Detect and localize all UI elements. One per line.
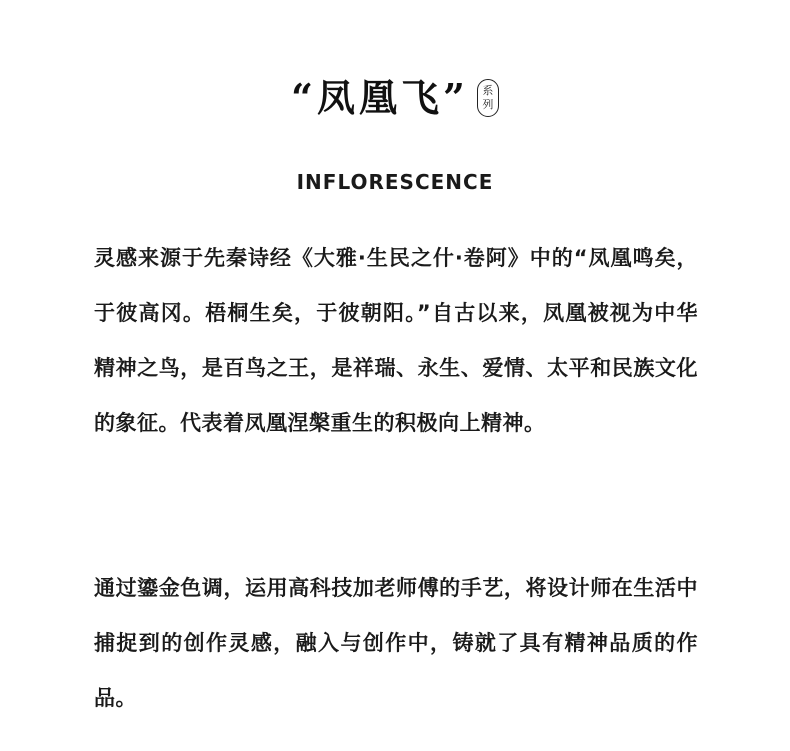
description-paragraph-2: 通过鎏金色调，运用高科技加老师傅的手艺，将设计师在生活中捕捉到的创作灵感，融入与创作中，铸就了具有精神品质的作品。 — [94, 576, 698, 710]
english-subtitle: INFLORESCENCE — [296, 170, 494, 194]
title-row — [0, 72, 790, 124]
series-badge-char-2: 列 — [482, 98, 494, 111]
series-badge — [477, 79, 499, 117]
description-paragraph-1: 灵感来源于先秦诗经《大雅·生民之什·卷阿》中的“凤凰鸣矣，于彼高冈。梧桐生矣，于彼朝阳。”自古以来，凤凰被视为中华精神之鸟，是百鸟之王，是祥瑞、永生、爱情、太平和民族文化的象征。代表着凤凰涅槃重生的积极向上精神。 — [94, 246, 698, 435]
series-badge-char-1: 系 — [482, 84, 494, 97]
series-title: “凤凰飞” — [291, 75, 469, 120]
